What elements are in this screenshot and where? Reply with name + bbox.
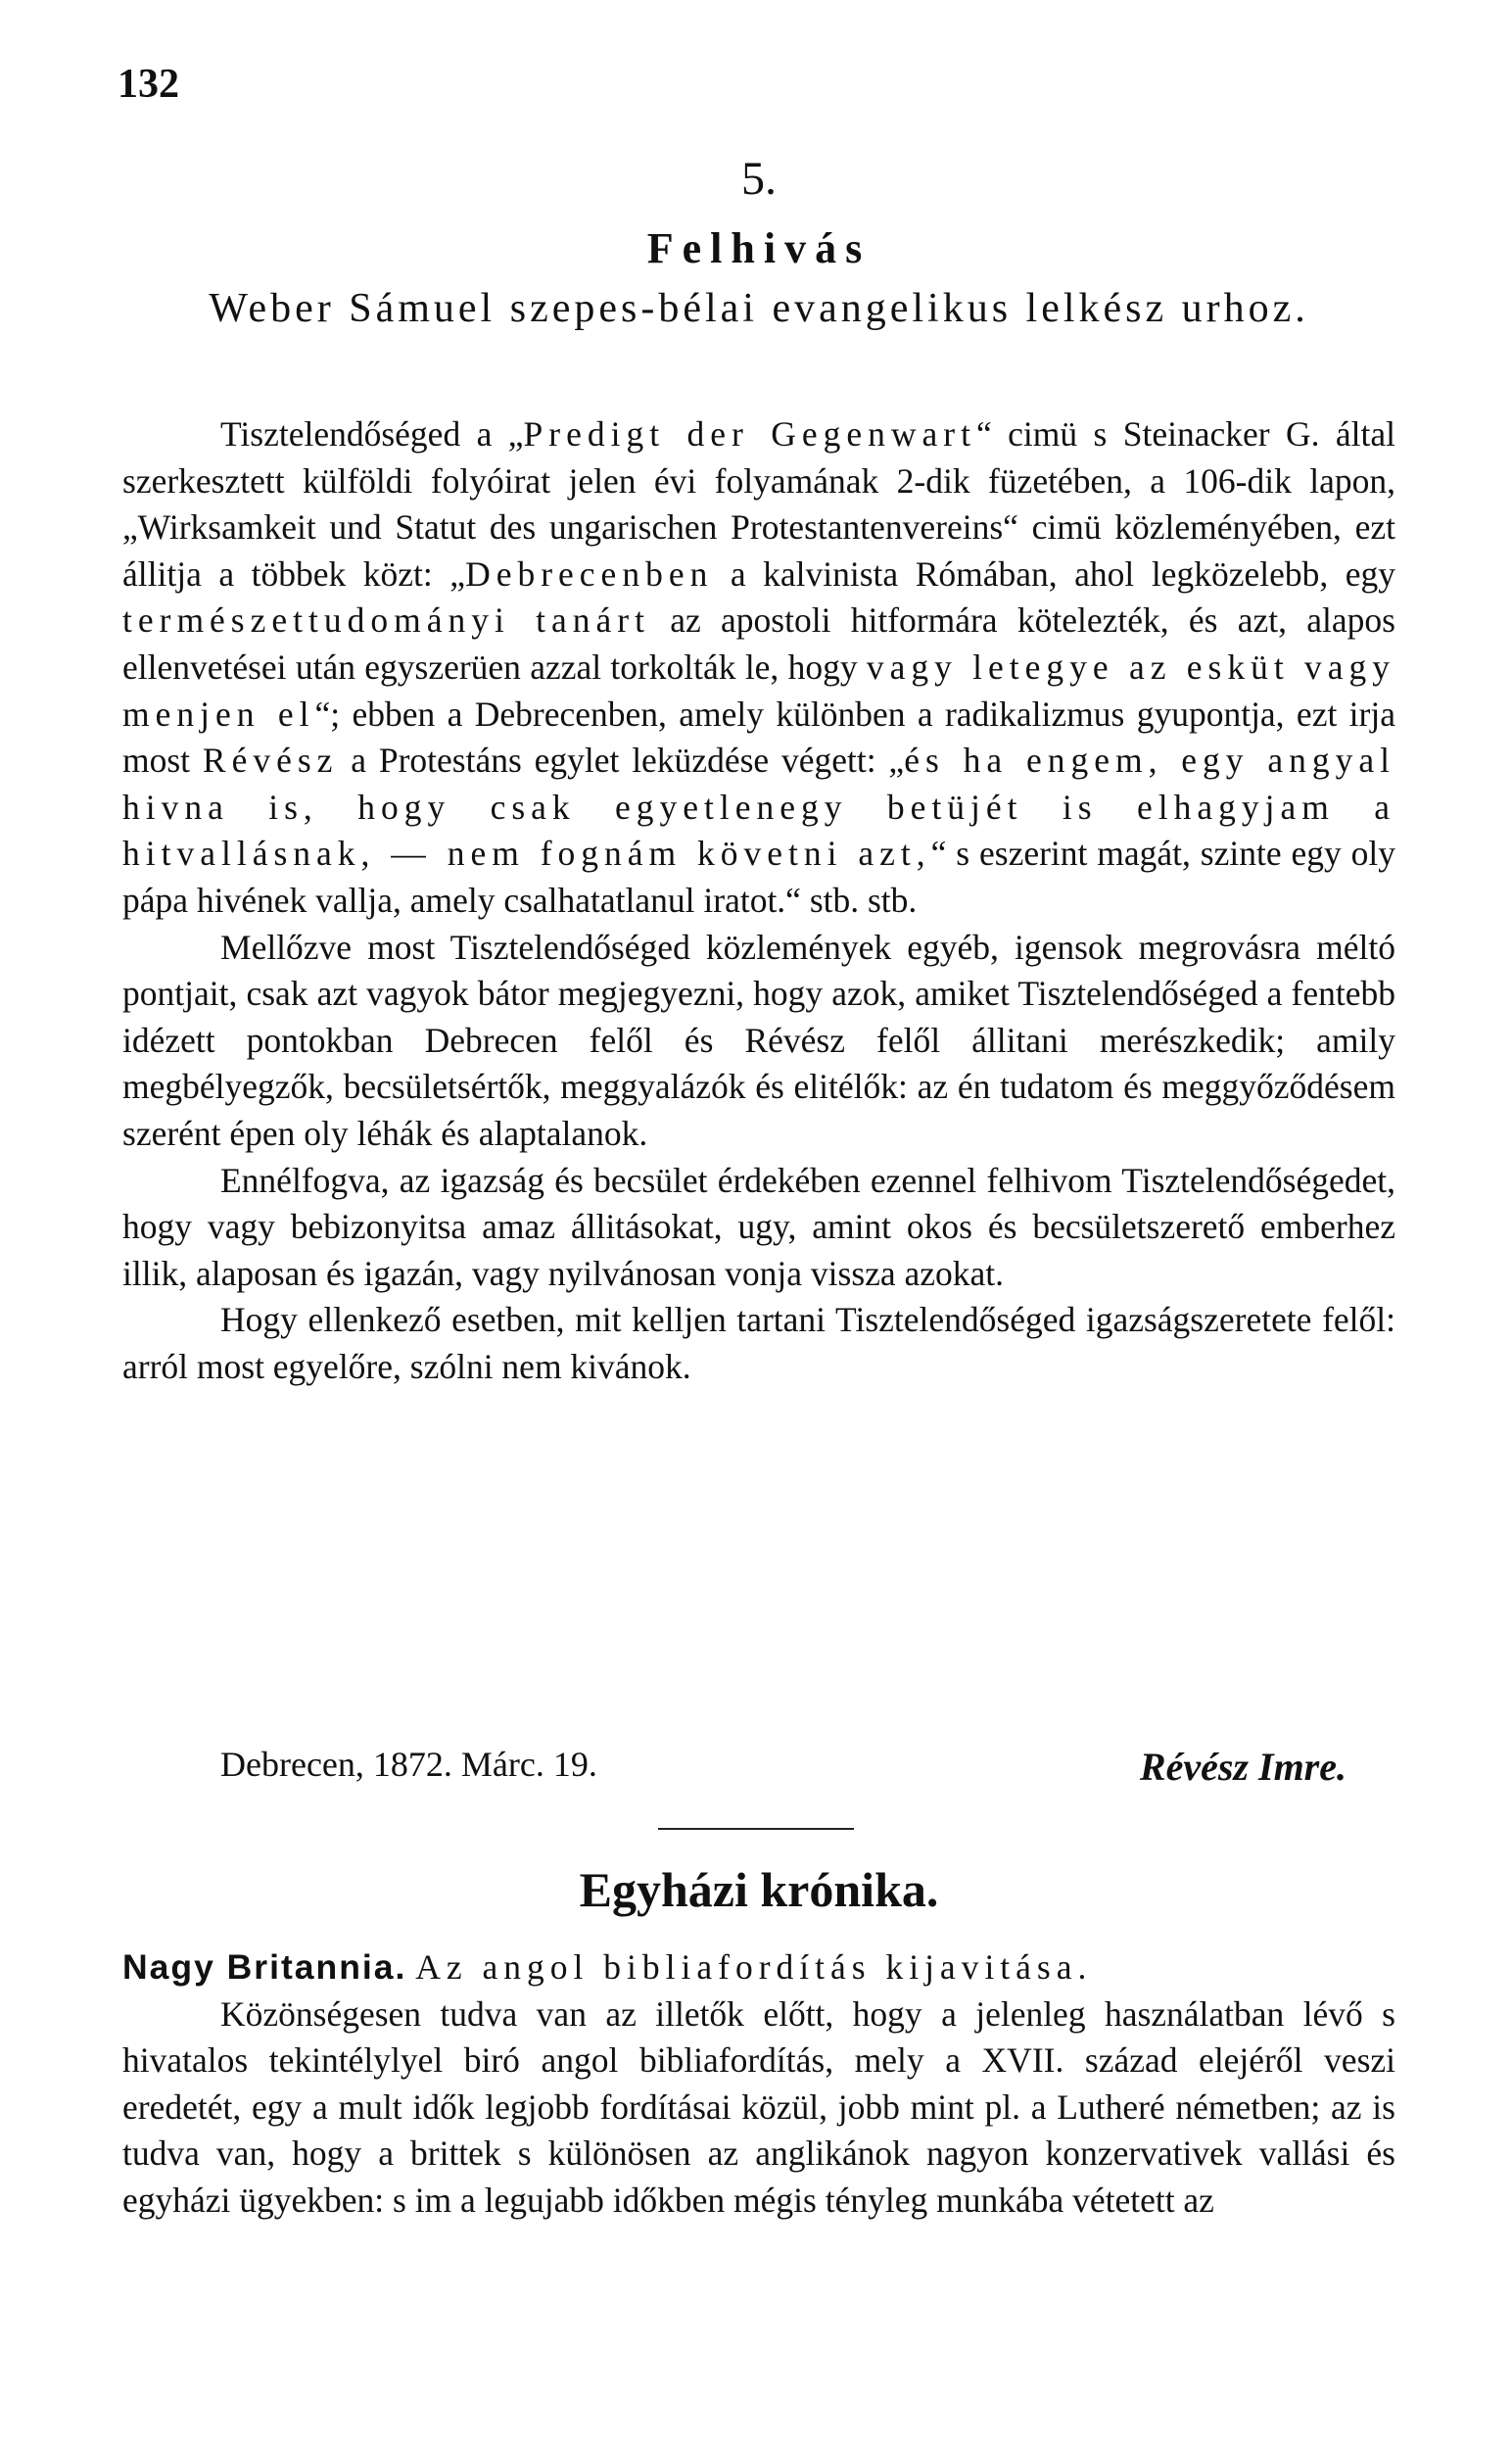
letter-date: Debrecen, 1872. Márc. 19. <box>220 1745 597 1784</box>
article-subtitle: Weber Sámuel szepes-bélai evangelikus lelkész urhoz. <box>209 286 1309 331</box>
chronicle-country: Nagy Britannia. <box>122 1947 407 1987</box>
chronicle-heading-line <box>122 1944 1395 1991</box>
letter-signature: Révész Imre. <box>1139 1745 1347 1789</box>
chronicle-body <box>122 1944 1395 2225</box>
letter-body <box>122 411 1395 1390</box>
chronicle-title: Egyházi krónika. <box>579 1862 939 1917</box>
letter-paragraph-4: Hogy ellenkező esetben, mit kelljen tartani Tisztelendőséged igazságszeretete felől: arról most egyelőre, szólni nem kivánok. <box>122 1300 1395 1386</box>
section-divider <box>658 1828 854 1830</box>
emphasis-quote: és ha engem, egy angyal hivna is, hogy csak egyetlenegy betüjét is elhagyjam a hitvallásnak, — nem fognám követni azt, <box>122 741 1396 874</box>
page-number: 132 <box>118 62 179 107</box>
letter-paragraph-2: Mellőzve most Tisztelendőséged közlemények egyéb, igensok megrovásra méltó pontjait, csak azt vagyok bátor megjegyezni, hogy azok, amiket Tisztelendőséged a fentebb idézett pontokban Debrecen felől és Révész felől állitani merészkedik; amily megbélyegzők, becsületsértők, meggyalázók és elitélők: az én tudatom és meggyőződésem szerént épen oly léhák és alaptalanok. <box>122 927 1395 1153</box>
emphasis-oath: vagy letegye az esküt vagy menjen el <box>122 647 1395 734</box>
chronicle-lead: Az angol bibliafordítás kijavitása. <box>415 1947 1093 1987</box>
emphasis-revesz: Révész <box>202 741 339 781</box>
letter-paragraph-3: Ennélfogva, az igazság és becsület érdekében ezennel felhivom Tisztelendőségedet, hogy vagy bebizonyitsa amaz állitásokat, ugy, amint okos és becsületszerető emberhez illik, alaposan és igazán, vagy nyilvánosan vonja vissza azokat. <box>122 1160 1395 1293</box>
quoted-title: Predigt der Gegenwart <box>523 414 976 454</box>
chronicle-paragraph: Közönségesen tudva van az illetők előtt, hogy a jelenleg használatban lévő s hivatalos tekintélylyel biró angol bibliafordítás, mely a XVII. század elejéről veszi eredetét, egy a mult idők legjobb fordításai közül, jobb mint pl. a Lutheré németben; az is tudva van, hogy a brittek s különösen az anglikánok nagyon konzervativek vallási és egyházi ügyekben: s im a legujabb időkben mégis tényleg munkába vétetett az <box>122 1993 1395 2220</box>
letter-paragraph-1: Tisztelendőséged a „Predigt der Gegenwart“ cimü s Steinacker G. által szerkesztett külföldi folyóirat jelen évi folyamának 2-dik füzetében, a 106-dik lapon, „Wirksamkeit und Statut des ungarischen Protestantenvereins“ cimü közleményében, ezt állitja a többek közt: „Debrecenben a kalvinista Rómában, ahol legközelebb, egy természettudományi tanárt az apostoli hitformára kötelezték, és azt, alapos ellenvetései után egyszerüen azzal torkolták le, hogy vagy letegye az esküt vagy menjen el“; ebben a Debrecenben, amely különben a radikalizmus gyupontja, ezt irja most Révész a Protestáns egylet leküzdése végett: „és ha engem, egy angyal hivna is, hogy csak egyetlenegy betüjét is elhagyjam a hitvallásnak, — nem fognám követni azt,“ s eszerint magát, szinte egy oly pápa hivének vallja, amely csalhatatlanul iratot.“ stb. stb. <box>122 414 1396 920</box>
emphasis-teacher: természettudományi tanárt <box>122 600 650 641</box>
signature-line <box>122 1744 1395 1793</box>
section-number: 5. <box>741 153 777 205</box>
article-title: Felhivás <box>646 224 872 272</box>
emphasis-debrecen: Debrecenben <box>465 553 714 594</box>
